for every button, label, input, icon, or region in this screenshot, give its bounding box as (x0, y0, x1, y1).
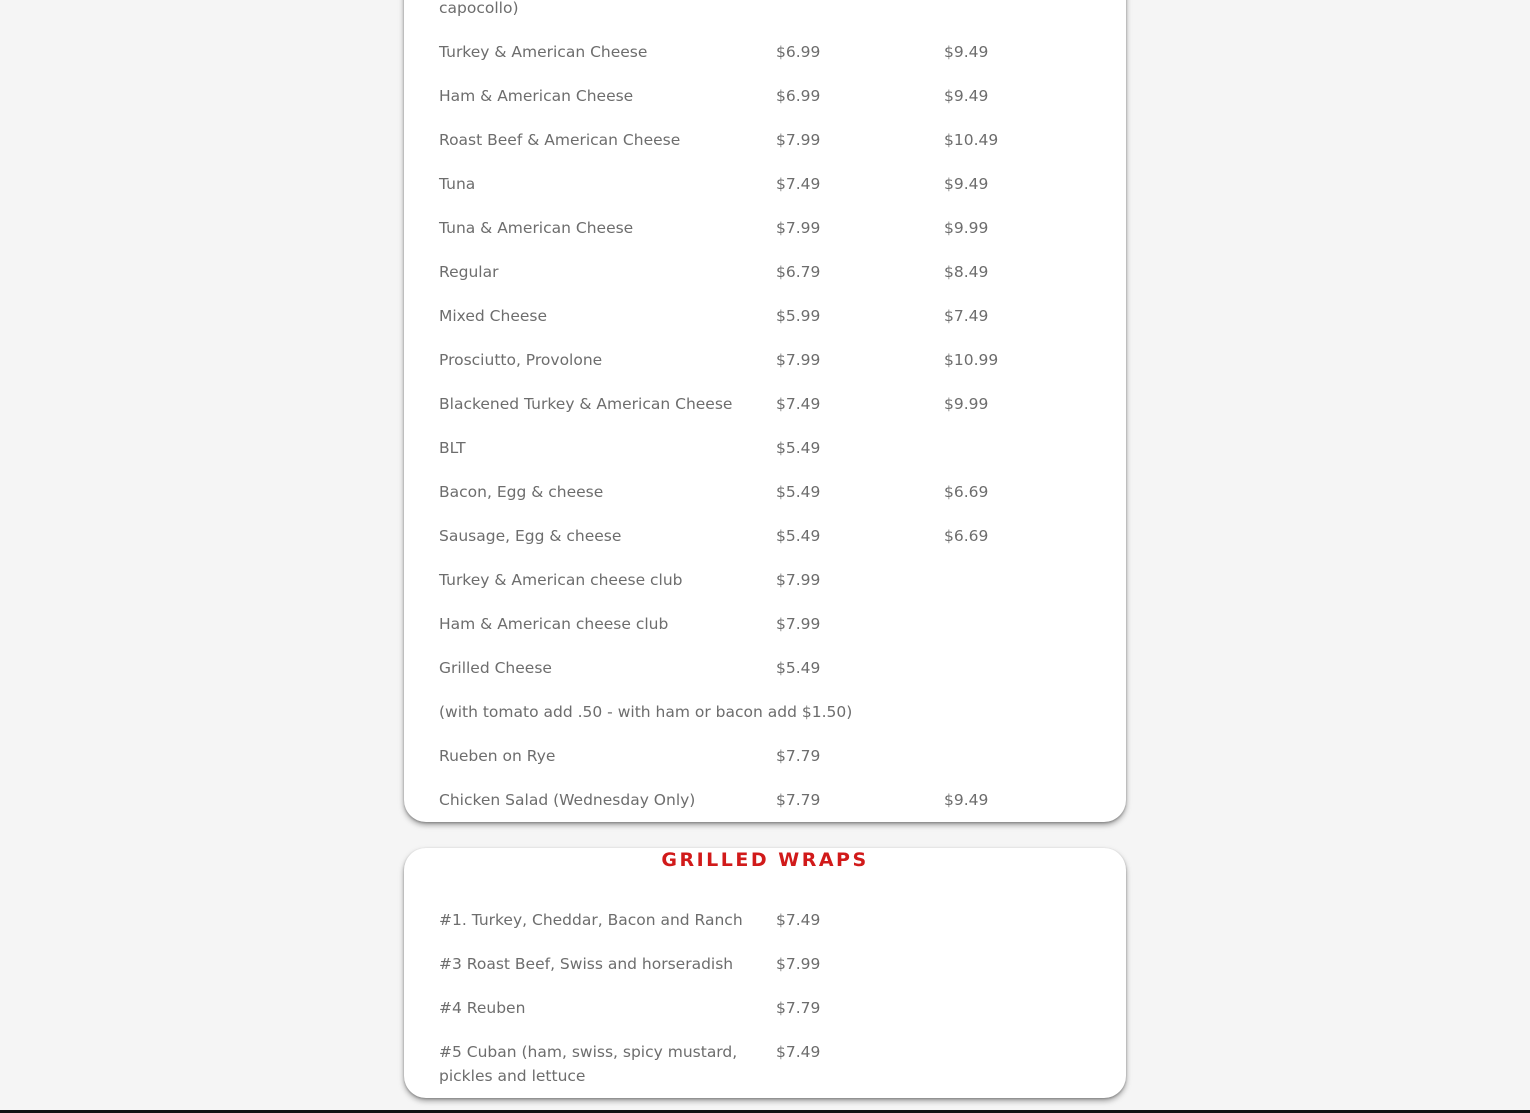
menu-item-price-small: $5.99 (776, 307, 821, 325)
menu-item-name: Grilled Cheese (439, 659, 552, 677)
menu-item-price-large: $6.69 (944, 483, 989, 501)
menu-item-name: #5 Cuban (ham, swiss, spicy mustard, pickles and lettuce (439, 1043, 738, 1085)
menu-item-price-small: $5.49 (776, 439, 821, 457)
menu-item-price-small: $7.99 (776, 351, 821, 369)
menu-item-price-small: $5.49 (776, 483, 821, 501)
menu-item-name: Roast Beef & American Cheese (439, 131, 681, 149)
menu-item-price-small: $7.79 (776, 791, 821, 809)
menu-item-price-large: $9.49 (944, 87, 989, 105)
menu-item-name: Blackened Turkey & American Cheese (439, 395, 733, 413)
menu-item-price-large: $9.49 (944, 791, 989, 809)
menu-item-price-large: $10.49 (944, 131, 999, 149)
menu-item-name: Chicken Salad (Wednesday Only) (439, 791, 696, 809)
menu-item-name: Mixed Cheese (439, 307, 548, 325)
menu-item-name: Bacon, Egg & cheese (439, 483, 604, 501)
menu-item-price-small: $7.49 (776, 395, 821, 413)
menu-item-price-large: $9.99 (944, 395, 989, 413)
menu-item-price-small: $6.79 (776, 263, 821, 281)
menu-item-price-small: $7.99 (776, 131, 821, 149)
menu-item-price-large: $8.49 (944, 263, 989, 281)
menu-item-name: capocollo) (439, 0, 519, 17)
menu-item-name: Tuna & American Cheese (439, 219, 634, 237)
menu-item-price: $7.49 (776, 911, 821, 929)
menu-item-price-large: $7.49 (944, 307, 989, 325)
menu-note-text: (with tomato add .50 - with ham or bacon add $1.50) (439, 703, 853, 721)
menu-item-price-large: $9.99 (944, 219, 989, 237)
menu-item-price: $7.79 (776, 999, 821, 1017)
menu-item-price-large: $9.49 (944, 43, 989, 61)
menu-item-price: $7.49 (776, 1043, 821, 1061)
menu-item-name: BLT (439, 439, 466, 457)
sandwiches-menu-card (404, 0, 1126, 822)
menu-item-price-large: $9.49 (944, 175, 989, 193)
section-title: GRILLED WRAPS (661, 849, 869, 871)
menu-item-price-small: $7.49 (776, 175, 821, 193)
menu-item-name: Turkey & American Cheese (439, 43, 648, 61)
menu-item-price-small: $5.49 (776, 659, 821, 677)
menu-item-price-small: $6.99 (776, 43, 821, 61)
menu-item-price-small: $7.99 (776, 219, 821, 237)
menu-item-name: #4 Reuben (439, 999, 526, 1017)
menu-item-price-large: $6.69 (944, 527, 989, 545)
menu-item-price-small: $6.99 (776, 87, 821, 105)
menu-item-name: #1. Turkey, Cheddar, Bacon and Ranch (439, 911, 743, 929)
menu-item-name: #3 Roast Beef, Swiss and horseradish (439, 955, 734, 973)
menu-item-name: Rueben on Rye (439, 747, 556, 765)
menu-item-price-small: $7.99 (776, 571, 821, 589)
menu-item-price: $7.99 (776, 955, 821, 973)
menu-item-name: Ham & American cheese club (439, 615, 669, 633)
menu-item-name: Tuna (439, 175, 476, 193)
menu-item-name: Sausage, Egg & cheese (439, 527, 622, 545)
grilled-wraps-menu-card (404, 848, 1126, 1098)
menu-item-name: Turkey & American cheese club (439, 571, 683, 589)
menu-item-price-small: $5.49 (776, 527, 821, 545)
menu-item-price-large: $10.99 (944, 351, 999, 369)
menu-item-name: Prosciutto, Provolone (439, 351, 603, 369)
menu-item-price-small: $7.79 (776, 747, 821, 765)
menu-item-name: Ham & American Cheese (439, 87, 634, 105)
menu-item-price-small: $7.99 (776, 615, 821, 633)
menu-item-name: Regular (439, 263, 499, 281)
